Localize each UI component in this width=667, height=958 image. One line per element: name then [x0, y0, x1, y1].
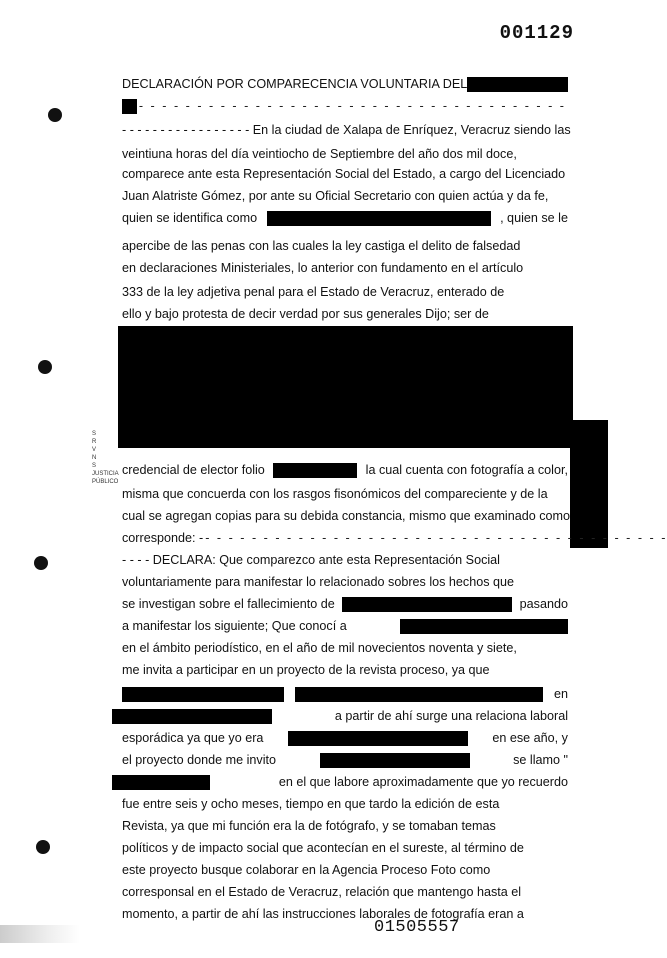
line-2: [122, 98, 568, 114]
line-7: [122, 210, 568, 226]
official-stamp-fragment: S R V N S JUSTICIA PÚBLICO: [92, 431, 119, 485]
scan-edge-bar: [570, 420, 608, 548]
punch-hole-mark: [36, 840, 50, 854]
redacted-identity: [267, 211, 491, 226]
investigation-text: se investigan sobre el fallecimiento de: [122, 597, 335, 611]
line-3: - - - - - - - - - - - - - - - - - En la ciudad de Xalapa de Enríquez, Veracruz siendo las: [122, 123, 571, 137]
redacted-b: [295, 687, 543, 702]
manifest-text: a manifestar los siguiente; Que conocí a: [122, 619, 347, 633]
redacted-project-name: [112, 775, 210, 790]
redacted-name-cont: [122, 99, 137, 114]
line-23: [112, 708, 568, 724]
corresponde-text: corresponde: -: [122, 531, 204, 545]
line-11: ello y bajo protesta de decir verdad por sus generales Dijo; ser de: [122, 307, 489, 321]
line-32: momento, a partir de ahí las instrucciones laborales de fotografía eran a: [122, 907, 524, 921]
line-9: en declaraciones Ministeriales, lo anterior con fundamento en el artículo: [122, 261, 524, 275]
line-30: este proyecto busque colaborar en la Agencia Proceso Foto como: [122, 863, 491, 877]
worked-text: en el que labore aproximadamente que yo recuerdo: [278, 775, 568, 789]
apercibe-text: , quien se le: [500, 211, 568, 225]
scan-smudge: [0, 925, 80, 943]
redacted-deceased: [342, 597, 512, 612]
en-text: en: [553, 687, 568, 701]
line-31: corresponsal en el Estado de Veracruz, relación que mantengo hasta el: [122, 885, 522, 899]
llamo-text: se llamo ": [513, 753, 568, 767]
line-20: en el ámbito periodístico, en el año de mil novecientos noventa y siete,: [122, 641, 517, 655]
pasando-text: pasando: [519, 597, 568, 611]
redacted-a: [122, 687, 284, 702]
redacted-person: [400, 619, 568, 634]
year-text: en ese año, y: [492, 731, 568, 745]
line-8: apercibe de las penas con las cuales la ley castiga el delito de falsedad: [122, 239, 521, 253]
redacted-folio: [273, 463, 357, 478]
identified-as-text: quien se identifica como: [122, 211, 258, 225]
line-17: voluntariamente para manifestar lo relacionado sobres los hechos que: [122, 575, 515, 589]
folio-number-top: 001129: [499, 22, 574, 44]
line-22: [122, 686, 568, 702]
esporadica-text: esporádica ya que yo era: [122, 731, 264, 745]
document-title: DECLARACIÓN POR COMPARECENCIA VOLUNTARIA DEL: [122, 77, 468, 91]
line-29: políticos y de impacto social que acontecían en el sureste, al término de: [122, 841, 524, 855]
line-26: [112, 774, 568, 790]
line-25: [122, 752, 568, 768]
redacted-c: [112, 709, 272, 724]
line-4: veintiuna horas del día veintiocho de Septiembre del año dos mil doce,: [122, 147, 517, 161]
line-19: [122, 618, 568, 634]
dash-fill: - - - - - - - - - - - - - - - - - - - - - - - - - - - - - - - - - - - - - - - -: [205, 531, 667, 545]
line-5: comparece ante esta Representación Social del Estado, a cargo del Licenciado: [122, 167, 566, 181]
line-24: [122, 730, 568, 746]
redacted-generals-block: [118, 326, 573, 448]
credential-text: credencial de elector folio: [122, 463, 265, 477]
redacted-name: [467, 77, 568, 92]
photo-text: la cual cuenta con fotografía a color,: [365, 463, 568, 477]
line-21: me invita a participar en un proyecto de la revista proceso, ya que: [122, 663, 490, 677]
relation-text: a partir de ahí surge una relaciona laboral: [334, 709, 568, 723]
line-14: cual se agregan copias para su debida constancia, mismo que examinado como: [122, 509, 571, 523]
title-line: [122, 76, 568, 92]
project-text: el proyecto donde me invito: [122, 753, 277, 767]
line-18: [122, 596, 568, 612]
line-6: Juan Alatriste Gómez, por ante su Oficial Secretario con quien actúa y da fe,: [122, 189, 549, 203]
dash-fill: - - - - - - - - - - - - - - - - - - - - - - - - - - - - - - - - - - - - -: [138, 99, 566, 113]
redacted-role: [288, 731, 468, 746]
punch-hole-mark: [38, 360, 52, 374]
redacted-project: [320, 753, 470, 768]
punch-hole-mark: [48, 108, 62, 122]
punch-hole-mark: [34, 556, 48, 570]
line-28: Revista, ya que mi función era la de fotógrafo, y se tomaban temas: [122, 819, 496, 833]
folio-number-bottom: 01505557: [374, 918, 460, 937]
line-16: - - - - DECLARA: Que comparezco ante esta Representación Social: [122, 553, 500, 567]
line-12: [122, 462, 568, 478]
line-13: misma que concuerda con los rasgos fisonómicos del compareciente y de la: [122, 487, 548, 501]
line-27: fue entre seis y ocho meses, tiempo en que tardo la edición de esta: [122, 797, 500, 811]
line-10: 333 de la ley adjetiva penal para el Estado de Veracruz, enterado de: [122, 285, 505, 299]
line-15: [122, 530, 667, 546]
